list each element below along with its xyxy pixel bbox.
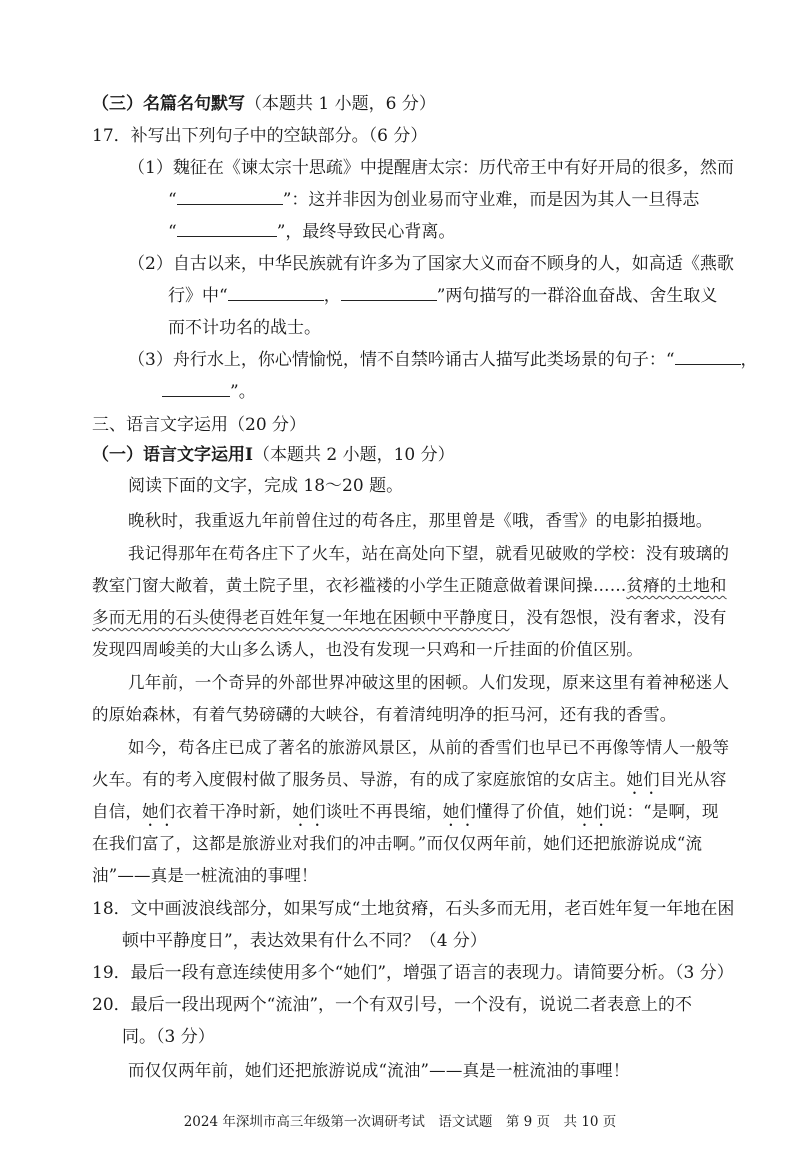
wavy-underlined-text: 多而无用的石头使得老百姓年复一年地在困顿中平静度日	[92, 608, 510, 627]
answer-blank-6[interactable]	[162, 380, 230, 397]
passage-text: 火车。有的考入度假村做了服务员、导游，有的成了家庭旅馆的女店主。	[92, 770, 627, 789]
q17-part3-text: （3）舟行水上，你心情愉悦，情不自禁吟诵古人描写此类场景的句子：“	[128, 350, 675, 370]
passage-line: 发现四周峻美的大山多么诱人，也没有发现一只鸡和一斤挂面的价值区别。	[92, 640, 644, 659]
close-quote: ”。	[230, 382, 256, 402]
q17-part1-line2-text: ”：这并非因为创业易而守业难，而是因为其人一旦得志	[282, 190, 700, 210]
passage-line: 晚秋时，我重返九年前曾住过的苟各庄，那里曾是《哦，香雪》的电影拍摄地。	[128, 511, 713, 530]
q18-line1: 18．文中画波浪线部分，如果写成“土地贫瘠，石头多而无用，老百姓年复一年地在困	[92, 899, 735, 919]
passage-line: 在我们富了，这都是旅游业对我们的冲击啊。”而仅仅两年前，她们还把旅游说成“流	[92, 834, 703, 853]
passage-text: 谈吐不再畏缩，	[325, 802, 443, 821]
passage-text: 懂得了价值，	[476, 802, 577, 821]
section-title: （三）名篇名句默写	[92, 94, 245, 114]
part-title: 三、语言文字运用（20 分）	[92, 415, 307, 435]
passage-text: 自信，	[92, 802, 143, 821]
comma: ，	[323, 286, 341, 306]
q17-part2-line2	[168, 284, 717, 308]
open-quote: “	[168, 222, 177, 242]
answer-blank-5[interactable]	[675, 348, 741, 365]
q20-quote: 而仅仅两年前，她们还把旅游说成“流油”——真是一桩流油的事哩！	[128, 1061, 630, 1080]
passage-line	[92, 606, 727, 630]
reading-instruction: 阅读下面的文字，完成 18～20 题。	[128, 476, 404, 496]
answer-blank-3[interactable]	[228, 284, 324, 301]
q17-part1-line2	[168, 188, 699, 212]
q17-part1-line1: （1）魏征在《谏太宗十思疏》中提醒唐太宗：历代帝王中有好开局的很多，然而	[128, 158, 734, 178]
q17-part3-line2	[162, 380, 256, 404]
passage-line	[92, 800, 719, 830]
passage-text: 目光从容	[659, 770, 727, 789]
comma: ，	[740, 350, 758, 370]
passage-line	[92, 768, 727, 798]
q18-line2: 顿中平静度日”，表达效果有什么不同？（4 分）	[122, 931, 487, 951]
page-footer: 2024 年深圳市高三年级第一次调研考试 语文试题 第 9 页 共 10 页	[183, 1114, 617, 1130]
section-heading	[92, 92, 436, 116]
passage-text: 教室门窗大敞着，黄土院子里，衣衫褴褛的小学生正随意做着课间操……	[92, 576, 627, 595]
q17-part3-line1	[128, 348, 758, 372]
q20-line2: 同。（3 分）	[122, 1027, 215, 1047]
answer-blank-2[interactable]	[177, 220, 277, 237]
emphasized-tamen: 她们	[576, 802, 610, 821]
passage-line	[92, 574, 727, 598]
section-meta: （本题共 1 小题，6 分）	[245, 94, 436, 114]
passage-line: 我记得那年在苟各庄下了火车，站在高处向下望，就看见破败的学校：没有玻璃的	[128, 544, 730, 563]
subsection-meta: （本题共 2 小题，10 分）	[252, 445, 455, 465]
q20-line1: 20．最后一段出现两个“流油”，一个有双引号，一个没有，说说二者表意上的不	[92, 995, 693, 1015]
passage-line: 油”——真是一桩流油的事哩！	[92, 866, 318, 885]
q17-stem: 17．补写出下列句子中的空缺部分。（6 分）	[92, 126, 428, 146]
open-quote: “	[168, 190, 177, 210]
emphasized-tamen: 她们	[442, 802, 477, 821]
emphasized-tamen: 她们	[292, 802, 326, 821]
subsection-heading	[92, 443, 455, 467]
passage-line: 的原始森林，有着气势磅礴的大峡谷，有着清纯明净的拒马河，还有我的香雪。	[92, 705, 677, 724]
q17-part2-suffix: ”两句描写的一群浴血奋战、舍生取义	[436, 286, 718, 306]
passage-text: 说：“是啊，现	[609, 802, 719, 821]
q17-part2-prefix: 行》中“	[168, 286, 228, 306]
wavy-underlined-text: 贫瘠的土地和	[626, 576, 727, 595]
q19: 19．最后一段有意连续使用多个“她们”，增强了语言的表现力。请简要分析。（3 分）	[92, 963, 734, 983]
q17-part1-line3	[168, 220, 455, 244]
answer-blank-1[interactable]	[177, 188, 283, 205]
passage-line: 几年前，一个奇异的外部世界冲破这里的困顿。人们发现，原来这里有着神秘迷人	[128, 673, 730, 692]
subsection-title: （一）语言文字运用Ⅰ	[92, 445, 253, 465]
passage-text: 衣着干净时新，	[175, 802, 293, 821]
answer-blank-4[interactable]	[341, 284, 437, 301]
q17-part2-line1: （2）自古以来，中华民族就有许多为了国家大义而奋不顾身的人，如高适《燕歌	[128, 254, 734, 274]
passage-text: ，没有怨恨，没有奢求，没有	[509, 608, 727, 627]
q17-part2-line3: 而不计功名的战士。	[168, 318, 321, 338]
passage-line: 如今，苟各庄已成了著名的旅游风景区，从前的香雪们也早已不再像等情人一般等	[128, 738, 730, 757]
emphasized-tamen: 她们	[626, 770, 660, 789]
q17-part1-line3-text: ”，最终导致民心背离。	[276, 222, 456, 242]
emphasized-tamen: 她们	[142, 802, 176, 821]
